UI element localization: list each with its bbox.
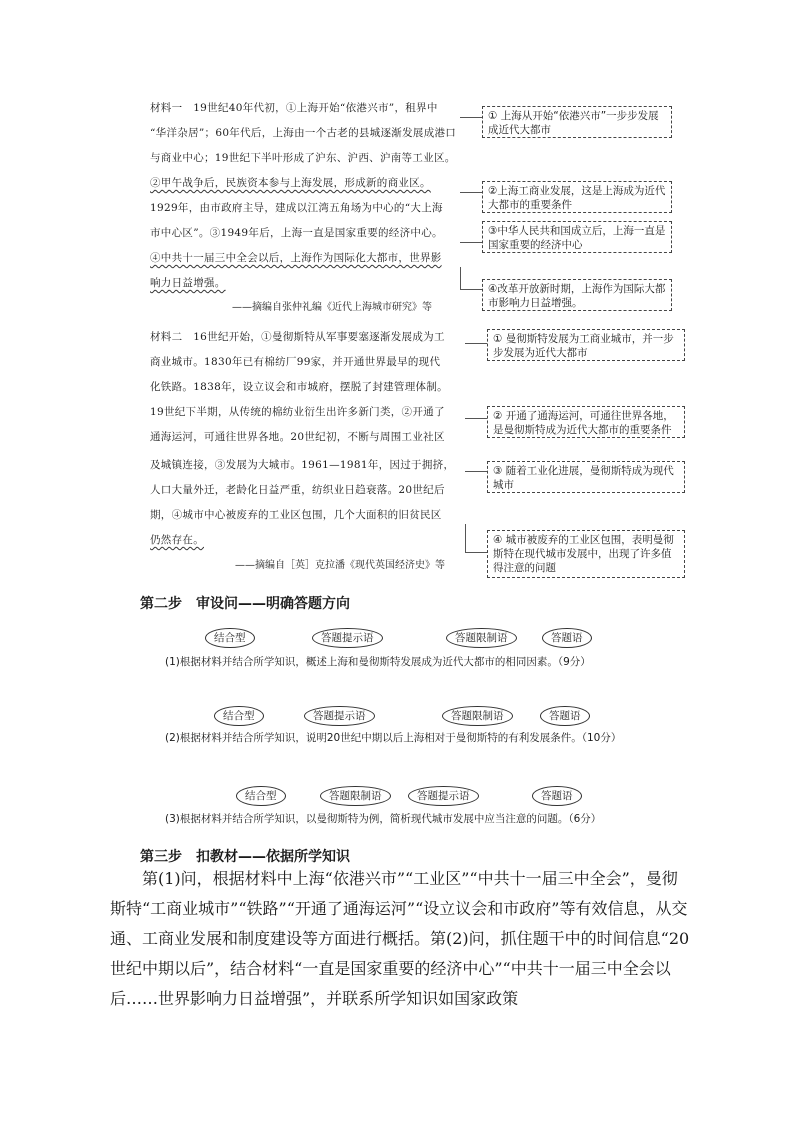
question-2: (2)根据材料并结合所学知识，说明20世纪中期以后上海相对于曼彻斯特的有利发展条件。（10分）	[165, 732, 622, 744]
material2-citation: ——摘编自［英］克拉潘《现代英国经济史》等	[235, 560, 445, 571]
material2-line-9: 仍然存在。	[150, 534, 204, 546]
material2-line-4: 19世纪下半期，从传统的棉纺业衍生出许多新门类，②开通了	[150, 406, 445, 418]
material2-line-3: 化铁路。1838年，设立议会和市城府，摆脱了封建管理体制。	[150, 381, 448, 393]
connector-line	[465, 524, 466, 552]
q1-bubble-2: 答题提示语	[312, 628, 383, 648]
step2-title: 第二步 审设问——明确答题方向	[140, 596, 350, 612]
material2-line-1: 材料二 16世纪开始，①曼彻斯特从军事要塞逐渐发展成为工	[150, 331, 445, 343]
material1-note-4: ④改革开放新时期，上海作为国际大都市影响力日益增强。	[482, 279, 672, 311]
connector-line	[460, 289, 482, 290]
material2-line-7: 人口大量外迁，老龄化日益严重，纺织业日趋衰落。20世纪后	[150, 484, 445, 496]
material1-line-7: ④中共十一届三中全会以后，上海作为国际化大都市，世界影	[150, 252, 442, 264]
q2-bubble-2: 答题提示语	[304, 706, 375, 726]
material1-line-8: 响力日益增强。	[150, 277, 226, 289]
q3-bubble-1: 结合型	[236, 786, 286, 806]
q2-bubble-4: 答题语	[540, 706, 590, 726]
material2-line-5: 通海运河，可通往世界各地。20世纪初，不断与周围工业社区	[150, 431, 445, 443]
material1-line-4: ②甲午战争后，民族资本参与上海发展，形成新的商业区。	[150, 177, 431, 189]
connector-line	[460, 242, 482, 243]
material1-note-3: ③中华人民共和国成立后，上海一直是国家重要的经济中心	[482, 221, 672, 253]
material2-note-1: ① 曼彻斯特发展为工商业城市，并一步步发展为近代大都市	[487, 329, 685, 361]
material2-line-6: 及城镇连接，③发展为大城市。1961—1981年，因过于拥挤，	[150, 459, 455, 471]
material2-note-4: ④ 城市被废弃的工业区包围，表明曼彻斯特在现代城市发展中，出现了许多值得注意的问题	[487, 530, 685, 578]
q3-bubble-4: 答题语	[532, 786, 582, 806]
material1-line-6: 市中心区”。③1949年后，上海一直是国家重要的经济中心。	[150, 227, 443, 239]
step3-title: 第三步 扣教材——依据所学知识	[140, 849, 350, 865]
q3-bubble-2: 答题限制语	[320, 786, 391, 806]
connector-line	[465, 552, 487, 553]
connector-line	[460, 267, 461, 289]
q3-bubble-3: 答题提示语	[408, 786, 479, 806]
material1-citation: ——摘编自张仲礼编《近代上海城市研究》等	[232, 302, 432, 313]
material1-line-5: 1929年，由市政府主导，建成以江湾五角场为中心的“大上海	[150, 202, 443, 214]
step3-paragraph: 第(1)问，根据材料中上海“依港兴市”“工业区”“中共十一届三中全会”，曼彻斯特“工商业城市”“铁路”“开通了通海运河”“设立议会和市政府”等有效信息，从交通、工商业发展和制度建设等方面进行概括。第(2)问，抓住题干中的时间信息“20世纪中期以后”，结合材料“一直是国家重要的经济中心”“中共十一届三中全会以后……世界影响力日益增强”，并联系所学知识如国家政策	[110, 869, 690, 1008]
material1-note-2: ②上海工商业发展，这是上海成为近代大都市的重要条件	[482, 181, 672, 213]
material1-line-1: 材料一 19世纪40年代初，①上海开始“依港兴市”，租界中	[150, 102, 438, 114]
connector-line	[460, 192, 482, 193]
connector-line	[465, 343, 487, 344]
question-3: (3)根据材料并结合所学知识，以曼彻斯特为例，简析现代城市发展中应当注意的问题。（6分）	[165, 813, 602, 825]
q1-bubble-3: 答题限制语	[446, 628, 517, 648]
material2-line-2: 商业城市。1830年已有棉纺厂99家，并开通世界最早的现代	[150, 356, 441, 368]
material2-note-2: ② 开通了通海运河，可通往世界各地，是曼彻斯特成为近代大都市的重要条件	[487, 406, 685, 438]
connector-line	[460, 117, 482, 118]
q1-bubble-1: 结合型	[205, 628, 255, 648]
question-1: (1)根据材料并结合所学知识，概述上海和曼彻斯特发展成为近代大都市的相同因素。（9分）	[165, 656, 591, 668]
material1-note-1: ① 上海从开始“依港兴市”一步步发展成近代大都市	[482, 106, 672, 138]
q1-bubble-4: 答题语	[542, 628, 592, 648]
material2-line-8: 期，④城市中心被废弃的工业区包围，几个大面积的旧贫民区	[150, 509, 442, 521]
q2-bubble-1: 结合型	[214, 706, 264, 726]
q2-bubble-3: 答题限制语	[442, 706, 513, 726]
connector-line	[465, 471, 487, 472]
connector-line	[465, 418, 487, 419]
material1-line-2: “华洋杂居”；60年代后，上海由一个古老的县城逐渐发展成港口	[150, 127, 457, 139]
material1-line-3: 与商业中心；19世纪下半叶形成了沪东、沪西、沪南等工业区。	[150, 152, 456, 164]
material2-note-3: ③ 随着工业化进展，曼彻斯特成为现代城市	[487, 461, 685, 493]
